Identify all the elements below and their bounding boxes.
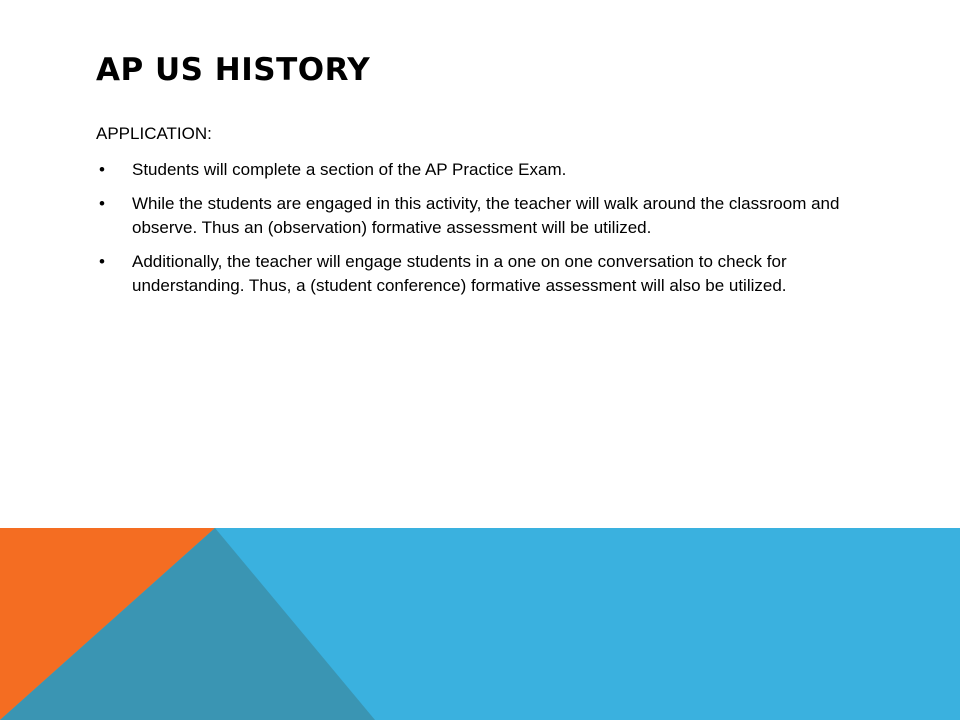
bullet-item [96, 192, 856, 240]
section-label: APPLICATION: [96, 124, 212, 143]
slide-body [96, 122, 856, 308]
bullet-dot-icon: • [99, 194, 105, 213]
bullet-dot-icon: • [99, 252, 105, 271]
bullet-text: Additionally, the teacher will engage students in a one on one conversation to check for understanding. Thus, a (student conference) formative assessment will also be utilized. [132, 252, 787, 295]
bullet-item [96, 250, 856, 298]
slide-title: AP US HISTORY [96, 52, 371, 88]
bullet-text: Students will complete a section of the AP Practice Exam. [132, 160, 567, 179]
decorative-bottom-band [0, 528, 960, 720]
bullet-dot-icon: • [99, 160, 105, 179]
bullet-list [96, 158, 856, 298]
bullet-text: While the students are engaged in this activity, the teacher will walk around the classroom and observe. Thus an (observation) formative assessment will be utilized. [132, 194, 840, 237]
bullet-item [96, 158, 856, 182]
